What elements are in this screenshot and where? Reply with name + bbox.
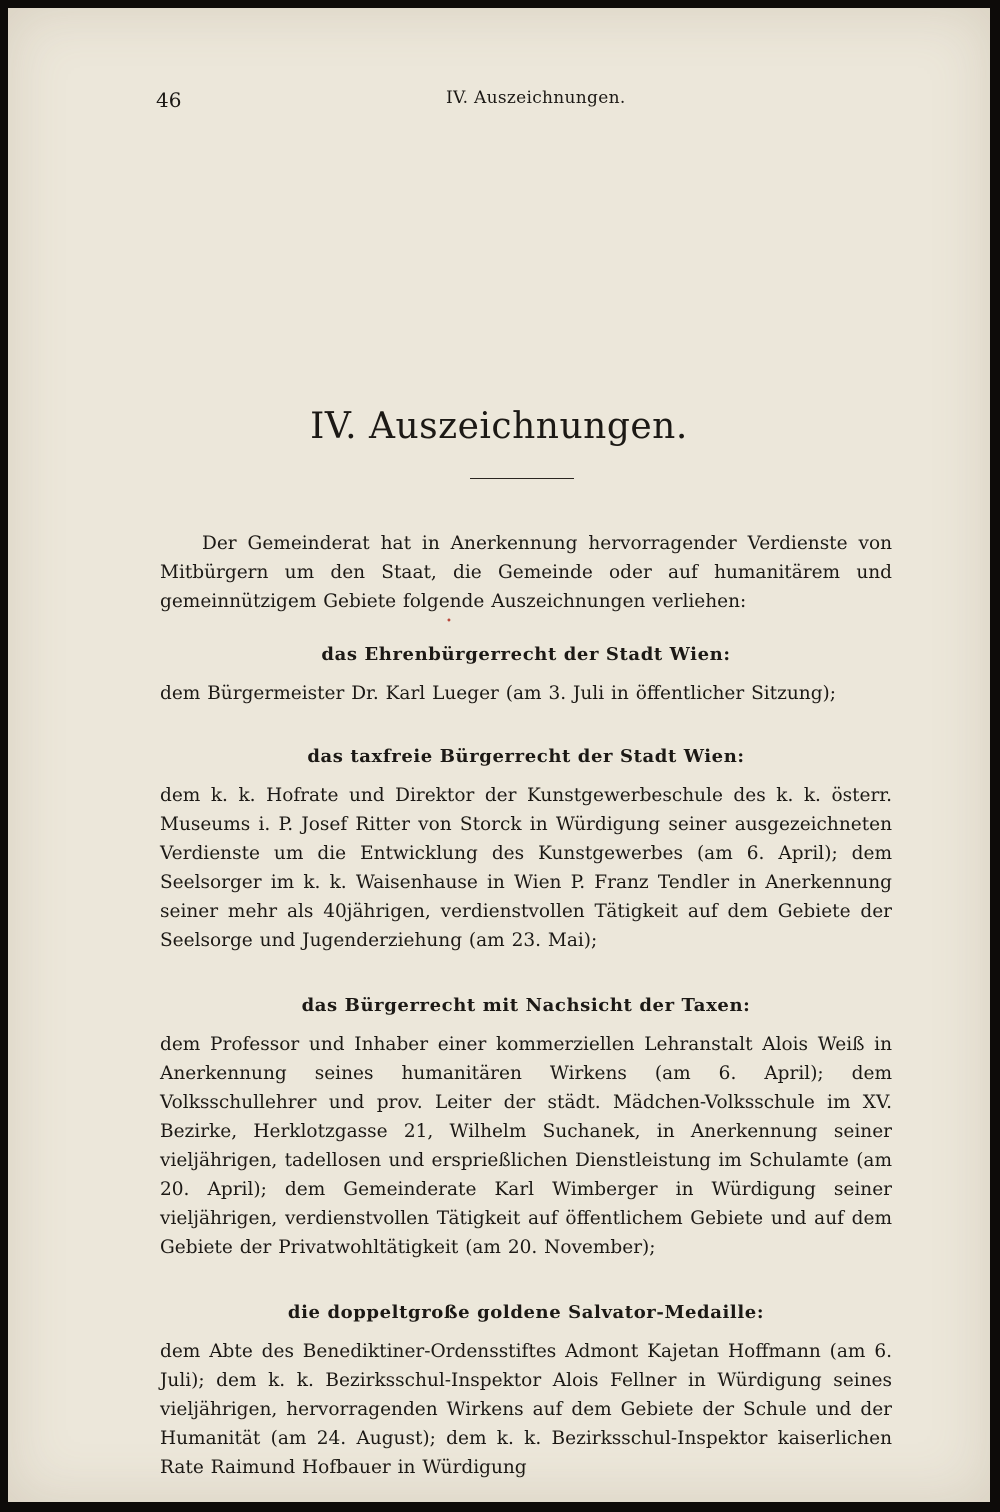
section-text-salvator-medaille: dem Abte des Benediktiner-Ordensstiftes Admont Kajetan Hoffmann (am 6. Juli); dem k. k. Bezirksschul-Inspektor Alois Fellner in Würdigung seines vieljährigen, hervorragenden Wirkens auf dem Gebiete der Schule und der Humanität (am 24. August); dem k. k. Bezirksschul-Inspektor kaiserlichen Rate Raimund Hofbauer in Würdigung	[160, 1341, 892, 1478]
section-text-buergerrecht-nachsicht: dem Professor und Inhaber einer kommerziellen Lehranstalt Alois Weiß in Anerkennung seines humanitären Wirkens (am 6. April); dem Volksschullehrer und prov. Leiter der städt. Mädchen-Volksschule im XV. Bezirke, Herklotzgasse 21, Wilhelm Suchanek, in Anerkennung seiner vieljährigen, tadellosen und ersprießlichen Dienstleistung im Schulamte (am 20. April); dem Gemeinderate Karl Wimberger in Würdigung seiner vieljährigen, verdienstvollen Tätigkeit auf öffentlichem Gebiete und auf dem Gebiete der Privatwohltätigkeit (am 20. November);	[160, 1034, 892, 1258]
ink-mark: •	[446, 616, 452, 627]
heading-rule	[470, 478, 574, 479]
section-title-salvator-medaille: die doppeltgroße goldene Salvator-Medaille:	[287, 1302, 765, 1323]
section-text-ehrenbuergerrecht: dem Bürgermeister Dr. Karl Lueger (am 3. Juli in öffentlicher Sitzung);	[160, 683, 836, 704]
section-title-taxfreies-buergerrecht: das taxfreie Bürgerrecht der Stadt Wien:	[307, 746, 745, 767]
page-number: 46	[156, 88, 182, 112]
running-title: IV. Auszeichnungen.	[446, 88, 626, 108]
section-title-ehrenbuergerrecht: das Ehrenbürgerrecht der Stadt Wien:	[321, 644, 731, 665]
document-body	[160, 529, 892, 1482]
running-header	[156, 88, 880, 118]
intro-paragraph: Der Gemeinderat hat in Anerkennung hervorragender Verdienste von Mitbürgern um den Staat, die Gemeinde oder auf humanitärem und gemeinnützigem Gebiete folgende Auszeichnungen verliehen:	[160, 533, 892, 612]
document-page	[8, 8, 990, 1502]
chapter-heading: IV. Auszeichnungen.	[310, 406, 688, 447]
section-text-taxfreies-buergerrecht: dem k. k. Hofrate und Direktor der Kunstgewerbeschule des k. k. österr. Museums i. P. Josef Ritter von Storck in Würdigung seiner ausgezeichneten Verdienste um die Entwicklung des Kunstgewerbes (am 6. April); dem Seelsorger im k. k. Waisenhause in Wien P. Franz Tendler in Anerkennung seiner mehr als 40jährigen, verdienstvollen Tätigkeit auf dem Gebiete der Seelsorge und Jugenderziehung (am 23. Mai);	[160, 785, 892, 951]
section-title-buergerrecht-nachsicht: das Bürgerrecht mit Nachsicht der Taxen:	[301, 995, 751, 1016]
